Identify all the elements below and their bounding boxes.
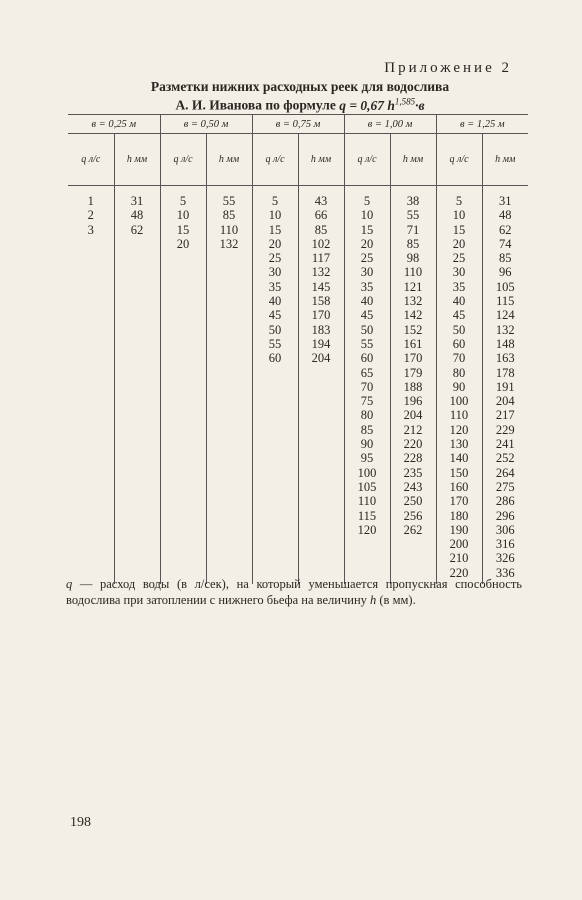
table-cell: 25 (268, 251, 282, 266)
q-column (68, 186, 114, 585)
table-cell: 336 (495, 565, 515, 580)
q-column (344, 186, 390, 585)
table-cell: 15 (268, 222, 282, 237)
group-header: в = 1,00 м (344, 115, 436, 134)
table-cell: 45 (268, 308, 282, 323)
table-cell: 170 (403, 351, 423, 366)
group-header: в = 0,25 м (68, 115, 160, 134)
table-cell: 40 (268, 294, 282, 309)
table-title (90, 79, 510, 113)
table-cell: 85 (406, 236, 420, 251)
table-cell: 163 (495, 351, 515, 366)
table-cell: 183 (311, 322, 331, 337)
table-cell: 20 (452, 236, 466, 251)
table-cell: 170 (311, 308, 331, 323)
table-cell: 98 (406, 251, 420, 266)
table-cell: 10 (176, 208, 190, 223)
table-cell: 241 (495, 437, 515, 452)
table-cell: 50 (360, 322, 374, 337)
table-cell: 132 (311, 265, 331, 280)
table-body-row (68, 186, 528, 585)
table-cell: 194 (311, 336, 331, 351)
table-cell: 55 (222, 194, 236, 208)
table-cell: 105 (357, 479, 377, 494)
table-cell: 10 (452, 208, 466, 223)
h-column (482, 186, 528, 585)
table-cell: 286 (495, 494, 515, 509)
table-cell: 120 (357, 522, 377, 537)
table-cell: 132 (219, 236, 239, 251)
table-cell: 48 (130, 208, 144, 223)
q-column-header: q л/с (436, 134, 482, 186)
table-cell: 210 (449, 551, 469, 566)
table-cell: 80 (360, 408, 374, 423)
table-cell: 296 (495, 508, 515, 523)
table-cell: 121 (403, 279, 423, 294)
table-cell: 120 (449, 422, 469, 437)
table-cell: 20 (268, 236, 282, 251)
table-cell: 30 (452, 265, 466, 280)
table-cell: 212 (403, 422, 423, 437)
table-cell: 70 (360, 379, 374, 394)
table-cell: 110 (403, 265, 423, 280)
table-cell: 62 (499, 222, 512, 237)
table-cell: 96 (499, 265, 512, 280)
table-cell: 100 (449, 394, 469, 409)
table-cell: 45 (452, 308, 466, 323)
table-cell: 275 (495, 479, 515, 494)
table-cell: 50 (268, 322, 282, 337)
table-cell: 235 (403, 465, 423, 480)
table-cell: 66 (314, 208, 328, 223)
table-cell: 90 (360, 437, 374, 452)
group-header: в = 0,75 м (252, 115, 344, 134)
table-cell: 204 (403, 408, 423, 423)
table-cell: 220 (449, 565, 469, 580)
q-column (436, 186, 482, 585)
table-cell: 190 (449, 522, 469, 537)
table-cell: 204 (311, 351, 331, 366)
table-cell: 5 (455, 194, 463, 208)
table-cell: 25 (452, 251, 466, 266)
table-cell: 74 (499, 236, 512, 251)
table-cell: 60 (360, 351, 374, 366)
table-cell: 161 (403, 336, 423, 351)
table-cell: 31 (130, 194, 144, 208)
footnote: q — расход воды (в л/сек), на который уменьшается пропускная способность водослива при затоплении с нижнего бьефа на величину h (в мм). (66, 577, 522, 607)
table-cell: 130 (449, 437, 469, 452)
h-column (206, 186, 252, 585)
h-column-header: h мм (114, 134, 160, 186)
table-cell: 180 (449, 508, 469, 523)
table-cell: 200 (449, 537, 469, 552)
table-cell: 110 (449, 408, 469, 423)
column-header-row (68, 134, 528, 186)
h-column (114, 186, 160, 585)
page-number: 198 (70, 815, 91, 830)
table-cell: 228 (403, 451, 423, 466)
title-line-2: А. И. Иванова по формуле q = 0,67 $h^{1,585}\cdot в$ (175, 96, 425, 113)
table-cell: 15 (360, 222, 374, 237)
table-cell: 55 (406, 208, 420, 223)
table-cell: 5 (363, 194, 371, 208)
q-column-header: q л/с (252, 134, 298, 186)
table-cell: 142 (403, 308, 423, 323)
table-cell: 264 (495, 465, 515, 480)
table-cell: 60 (452, 336, 466, 351)
table-cell: 100 (357, 465, 377, 480)
table-cell: 20 (360, 236, 374, 251)
table-cell: 132 (495, 322, 515, 337)
table-cell: 80 (452, 365, 466, 380)
h-column-header: h мм (390, 134, 436, 186)
table-cell: 220 (403, 437, 423, 452)
table-cell: 105 (495, 279, 515, 294)
formula: q = 0,67 $h^{1,585}\cdot в$ (339, 96, 425, 113)
h-column (390, 186, 436, 585)
table-cell: 71 (406, 222, 420, 237)
table-cell: 40 (452, 294, 466, 309)
h-column-header: h мм (298, 134, 344, 186)
table-cell: 152 (403, 322, 423, 337)
h-column-header: h мм (206, 134, 252, 186)
table-cell: 243 (403, 479, 423, 494)
table-cell: 55 (268, 336, 282, 351)
table-cell: 30 (268, 265, 282, 280)
q-column (252, 186, 298, 585)
table-cell: 110 (219, 222, 239, 237)
table-cell: 65 (360, 365, 374, 380)
table-cell: 179 (403, 365, 423, 380)
table-cell: 38 (406, 194, 420, 208)
table-cell: 252 (495, 451, 515, 466)
q-column (160, 186, 206, 585)
table-cell: 2 (87, 208, 94, 223)
table-cell: 25 (360, 251, 374, 266)
group-header: в = 1,25 м (436, 115, 528, 134)
table-cell: 140 (449, 451, 469, 466)
table-cell: 178 (495, 365, 515, 380)
q-column-header: q л/с (68, 134, 114, 186)
table-cell: 31 (499, 194, 512, 208)
table-cell: 90 (452, 379, 466, 394)
table-cell: 10 (268, 208, 282, 223)
table-cell: 35 (452, 279, 466, 294)
table-cell: 45 (360, 308, 374, 323)
table-cell: 306 (495, 522, 515, 537)
table-cell: 85 (360, 422, 374, 437)
table-cell: 43 (314, 194, 328, 208)
rating-table (68, 114, 528, 584)
table-cell: 95 (360, 451, 374, 466)
appendix-label: Приложение 2 (384, 60, 512, 76)
table-cell: 262 (403, 522, 423, 537)
table-cell: 204 (495, 394, 515, 409)
table-cell: 40 (360, 294, 374, 309)
table-cell: 15 (176, 222, 190, 237)
table-cell: 1 (87, 194, 94, 208)
table-cell: 35 (268, 279, 282, 294)
table-cell: 124 (495, 308, 515, 323)
table-cell: 85 (222, 208, 236, 223)
table-cell: 148 (495, 336, 515, 351)
table-cell: 217 (495, 408, 515, 423)
table-cell: 115 (357, 508, 377, 523)
table-cell: 62 (130, 222, 144, 237)
h-column (298, 186, 344, 585)
table-cell: 55 (360, 336, 374, 351)
table-cell: 160 (449, 479, 469, 494)
table-cell: 15 (452, 222, 466, 237)
table-cell: 10 (360, 208, 374, 223)
table-cell: 145 (311, 279, 331, 294)
table-cell: 85 (499, 251, 512, 266)
table-cell: 48 (499, 208, 512, 223)
table-cell: 60 (268, 351, 282, 366)
title-line-1: Разметки нижних расходных реек для водослива (150, 79, 450, 94)
table-cell: 3 (87, 222, 94, 237)
table-cell: 316 (495, 537, 515, 552)
q-column-header: q л/с (344, 134, 390, 186)
table-cell: 229 (495, 422, 515, 437)
table-cell: 102 (311, 236, 331, 251)
table-cell: 150 (449, 465, 469, 480)
table-cell: 75 (360, 394, 374, 409)
table-cell: 117 (311, 251, 331, 266)
table-cell: 110 (357, 494, 377, 509)
table-cell: 50 (452, 322, 466, 337)
table-cell: 20 (176, 236, 190, 251)
table-cell: 35 (360, 279, 374, 294)
table-cell: 70 (452, 351, 466, 366)
group-header: в = 0,50 м (160, 115, 252, 134)
table-cell: 5 (179, 194, 187, 208)
table-cell: 256 (403, 508, 423, 523)
group-header-row (68, 115, 528, 134)
table-cell: 115 (496, 294, 515, 309)
table-cell: 158 (311, 294, 331, 309)
table-cell: 170 (449, 494, 469, 509)
h-column-header: h мм (482, 134, 528, 186)
table-cell: 191 (495, 379, 515, 394)
table-cell: 132 (403, 294, 423, 309)
table-cell: 188 (403, 379, 423, 394)
table-cell: 326 (495, 551, 515, 566)
table-cell: 250 (403, 494, 423, 509)
table-cell: 5 (271, 194, 279, 208)
table-cell: 85 (314, 222, 328, 237)
table-cell: 30 (360, 265, 374, 280)
q-column-header: q л/с (160, 134, 206, 186)
table-cell: 196 (403, 394, 423, 409)
